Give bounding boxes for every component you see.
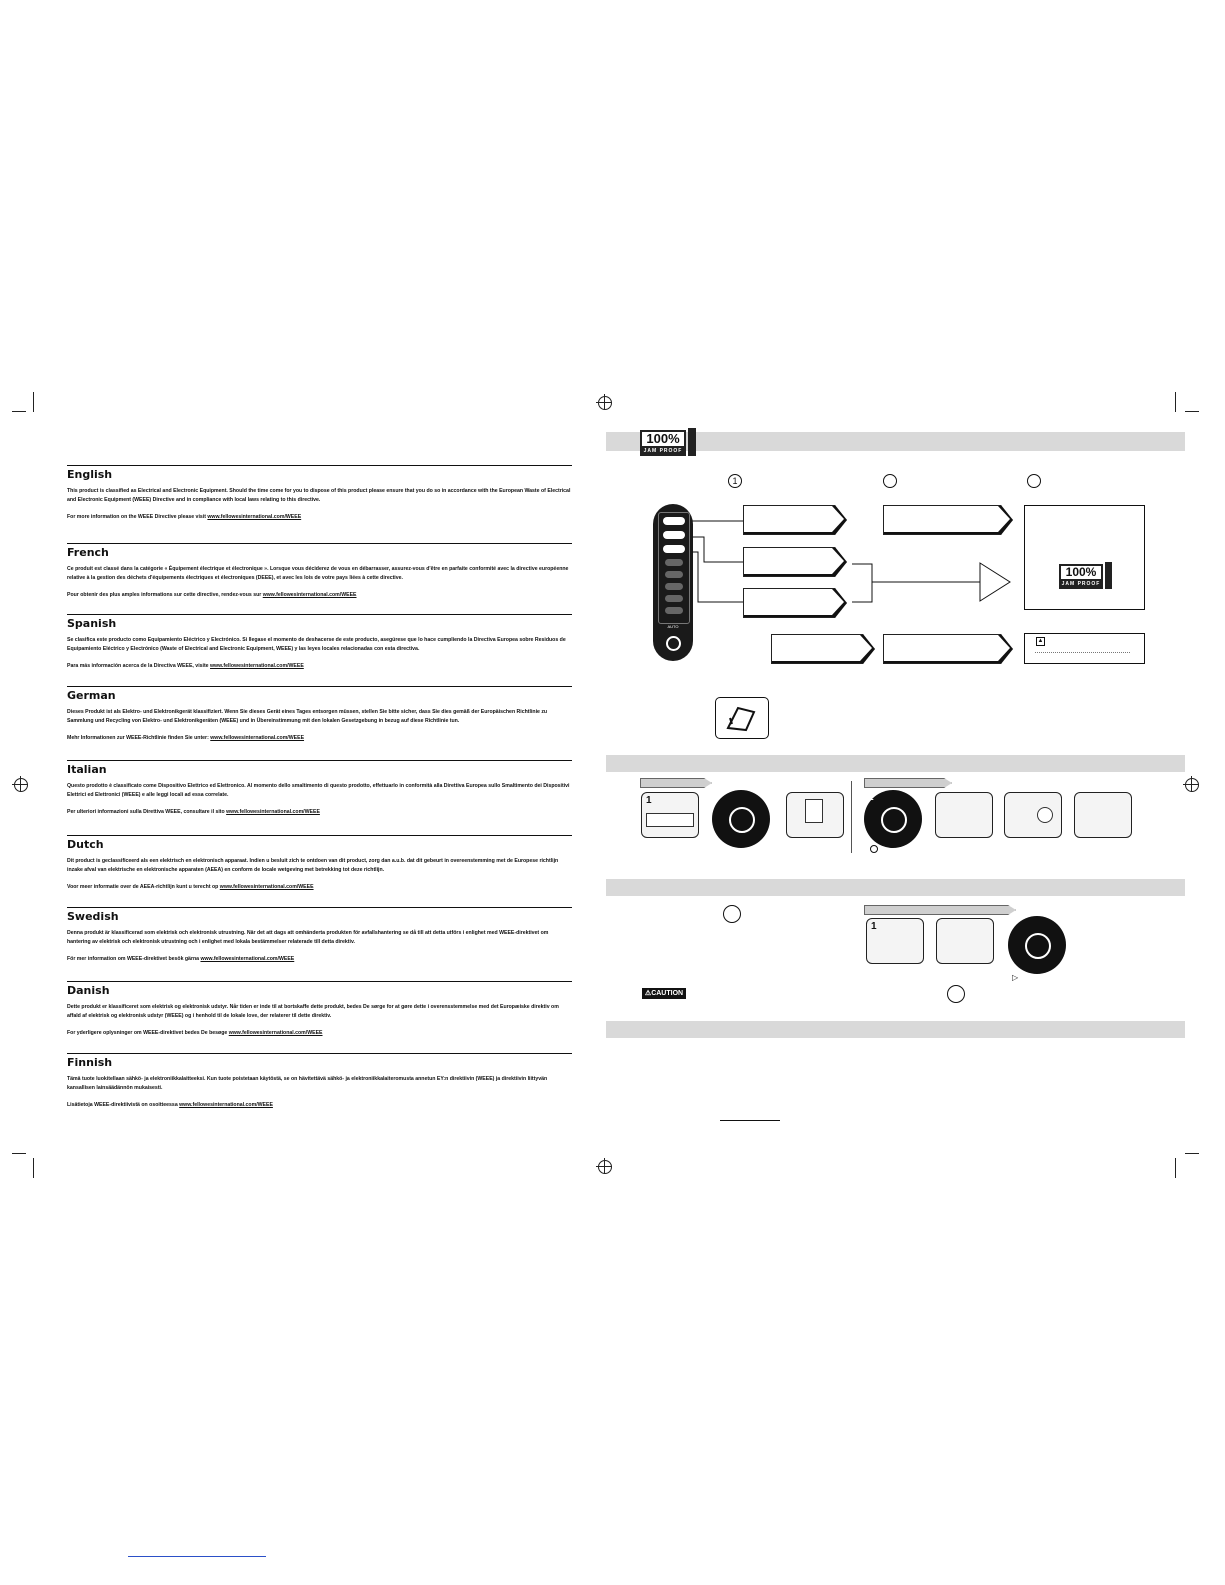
- power-dial-illustration: [1008, 916, 1066, 974]
- more-info-text: Mehr Informationen zur WEEE-Richtlinie finden Sie unter:: [67, 735, 211, 741]
- weee-danish: [67, 981, 572, 1038]
- jam-proof-label: JAM PROOF: [643, 448, 683, 454]
- power-dial-illustration: 1: [864, 790, 922, 848]
- weee-link[interactable]: www.fellowesinternational.com/WEEE: [210, 735, 305, 741]
- more-info-text: Pour obtenir des plus amples informations sur cette directive, rendez-vous sur: [67, 592, 263, 598]
- step-number-3: [1027, 474, 1041, 488]
- language-heading: German: [67, 689, 116, 702]
- hyperlink-underline: [128, 1556, 266, 1557]
- weee-more-info: [67, 955, 572, 964]
- result-box: [1024, 505, 1145, 610]
- no-aerosol-icon: [947, 985, 965, 1003]
- step-tab: [640, 778, 712, 788]
- weee-dutch: [67, 835, 572, 892]
- divider: [851, 781, 852, 853]
- weee-german: [67, 686, 572, 743]
- rule-line: [720, 1120, 780, 1121]
- weee-more-info: [67, 883, 572, 892]
- weee-body: Dieses Produkt ist als Elektro- und Elektronikgerät klassifiziert. Wenn Sie dieses Gerät eines Tages entsorgen müssen, stellen Sie bitte sicher, dass Sie dies gemäß der Europäischen Richtlinie zu Sammlung und Recycling von Elektro- und Elektronikgeräten (WEEE) und in Übereinstimmung mit den lokalen Gesetzgebung in bezug auf diese Richtlinie tun.: [67, 709, 548, 724]
- weee-link[interactable]: www.fellowesinternational.com/WEEE: [219, 884, 314, 890]
- crop-mark: [12, 411, 26, 412]
- step-tab: [864, 778, 952, 788]
- weee-more-info: [67, 1029, 572, 1038]
- weee-finnish: [67, 1053, 572, 1110]
- oil-sheet-illustration: 1: [866, 918, 924, 964]
- step-number-2: [883, 474, 897, 488]
- weee-more-info: [67, 513, 572, 522]
- language-heading: English: [67, 468, 113, 481]
- weee-body: Dette produkt er klassificeret som elektrisk og elektronisk udstyr. Når tiden er inde til at bortskaffe dette produkt, bedes De sørge for at gøre dette i overensstemmelse med det Europæiske direktiv om affald af elektrisk og elektronisk udstyr (WEEE) og i henhold til de lokale love, der relaterer til dette direktiv.: [67, 1004, 559, 1019]
- weee-italian: [67, 760, 572, 817]
- weee-body: Se clasifica este producto como Equipamiento Eléctrico y Electrónico. Si llegase el momento de deshacerse de este producto, asegúrese que lo hace cumpliendo la Directiva Europea sobre Residuos de Equipamiento Eléctrico y Electrónico (Waste of Electrical and Electronic Equipment, WEEE) y las leyes locales relacionadas con esta directiva.: [67, 637, 566, 652]
- weee-body: Denna produkt är klassificerad som elektrisk och elektronisk utrustning. När det att dags att omhänderta produkten för avfallshantering se då till att detta utförs i enlighet med WEEE-direktivet om hantering av elektrisk och elektronisk utrustning och i enlighet med lokala bestämmelser relaterade till detta direktiv.: [67, 930, 549, 945]
- more-info-text: For more information on the WEEE Directive please visit: [67, 514, 208, 520]
- jam-proof-logo: [1059, 564, 1103, 589]
- status-callout: [744, 589, 844, 615]
- crop-mark: [1175, 392, 1176, 412]
- more-info-text: For yderligere oplysninger om WEEE-direktivet bedes De besøge: [67, 1030, 229, 1036]
- more-info-text: Para más información acerca de la Directiva WEEE, visite: [67, 663, 211, 669]
- jam-proof-label: JAM PROOF: [1061, 581, 1101, 587]
- weee-more-info: [67, 808, 572, 817]
- led-bar-icon: [1105, 562, 1112, 589]
- weee-body: This product is classified as Electrical and Electronic Equipment. Should the time come for you to dispose of this product please ensure that you do so in accordance with the European Waste of Electrical and Electronic Equipment (WEEE) Directive and in compliance with local laws relating to this directive.: [67, 488, 571, 503]
- crop-mark: [1185, 411, 1199, 412]
- status-callout: [744, 548, 844, 574]
- language-heading: Swedish: [67, 910, 119, 923]
- jam-proof-logo: [640, 430, 686, 456]
- weee-more-info: [67, 734, 572, 743]
- section-band-troubleshooting: [606, 1021, 1185, 1038]
- status-callout: [884, 506, 1010, 532]
- crop-mark: [33, 392, 34, 412]
- up-arrow-icon: ▲: [1037, 638, 1044, 644]
- power-icon[interactable]: [666, 636, 681, 651]
- jam-proof-percent: 100%: [641, 431, 685, 447]
- language-heading: Danish: [67, 984, 110, 997]
- reverse-box: [1024, 633, 1145, 664]
- paper-feed-icon: [715, 697, 769, 739]
- shredder-timer-illustration: [1004, 792, 1062, 838]
- oil-icon: [723, 905, 741, 923]
- shredder-illustration: [936, 918, 994, 964]
- weee-more-info: [67, 591, 572, 600]
- language-heading: Finnish: [67, 1056, 113, 1069]
- weee-link[interactable]: www.fellowesinternational.com/WEEE: [226, 809, 320, 815]
- led-strip: [658, 512, 690, 624]
- jam-proof-percent: 100%: [1060, 565, 1102, 580]
- caution-label: ⚠CAUTION: [642, 988, 686, 999]
- weee-body: Questo prodotto è classificato come Dispositivo Elettrico ed Elettronico. Al momento dello smaltimento di questo prodotto, effettuarlo in conformità alla Direttiva Europea sullo Smaltimento dei Dispositivi Elettrici ed Elettronici (WEEE) e alle leggi locali ad essa correlate.: [67, 783, 570, 798]
- control-panel: [653, 504, 693, 661]
- paper-insert-illustration: [786, 792, 844, 838]
- section-band-operation: [606, 755, 1185, 772]
- shredder-illustration: 1: [641, 792, 699, 838]
- shredder-illustration: [935, 792, 993, 838]
- shredder-illustration: [1074, 792, 1132, 838]
- weee-link[interactable]: www.fellowesinternational.com/WEEE: [207, 514, 302, 520]
- weee-more-info: [67, 662, 572, 671]
- crop-mark: [12, 1153, 26, 1154]
- registration-mark: [14, 778, 28, 792]
- language-heading: Spanish: [67, 617, 117, 630]
- power-icon: [870, 845, 878, 853]
- status-callout: [744, 506, 844, 532]
- more-info-text: För mer information om WEEE-direktivet besök gärna: [67, 956, 201, 962]
- crop-mark: [33, 1158, 34, 1178]
- weee-body: Tämä tuote luokitellaan sähkö- ja elektroniikkalaitteeksi. Kun tuote poistetaan käytöstä, se on hävitettävä sähkö- ja elektroniikkalaiteromusta annetun EY:n direktiivin (WEEE) ja direktiivin liittyvän kansallisen lainsäädännön mukaisesti.: [67, 1076, 548, 1091]
- weee-link[interactable]: www.fellowesinternational.com/WEEE: [228, 1030, 323, 1036]
- more-info-text: Per ulteriori informazioni sulla Direttiva WEEE, consultare il sito: [67, 809, 227, 815]
- crop-mark: [1185, 1153, 1199, 1154]
- language-heading: Dutch: [67, 838, 104, 851]
- language-heading: Italian: [67, 763, 107, 776]
- auto-label: AUTO: [667, 624, 679, 629]
- status-callout: [884, 635, 1010, 661]
- step-number-1: 1: [728, 474, 742, 488]
- weee-spanish: [67, 614, 572, 671]
- weee-link[interactable]: www.fellowesinternational.com/WEEE: [210, 663, 304, 669]
- registration-mark: [598, 396, 612, 410]
- registration-mark: [598, 1160, 612, 1174]
- language-heading: French: [67, 546, 109, 559]
- more-info-text: Lisätietoja WEEE-direktiivistä on osoitteessa: [67, 1102, 180, 1108]
- weee-english: [67, 465, 572, 522]
- status-callout: [772, 635, 872, 661]
- power-dial-illustration: [712, 790, 770, 848]
- weee-swedish: [67, 907, 572, 964]
- play-icon: ▷: [1012, 973, 1019, 982]
- step-tab: [864, 905, 1016, 915]
- weee-more-info: [67, 1101, 572, 1110]
- crop-mark: [1175, 1158, 1176, 1178]
- weee-link[interactable]: www.fellowesinternational.com/WEEE: [200, 956, 295, 962]
- caution-text: CAUTION: [651, 990, 684, 997]
- weee-link[interactable]: www.fellowesinternational.com/WEEE: [262, 592, 357, 598]
- more-info-text: Voor meer informatie over de AEEA-richtlijn kunt u terecht op: [67, 884, 220, 890]
- registration-mark: [1185, 778, 1199, 792]
- section-band-maintenance: [606, 879, 1185, 896]
- weee-body: Ce produit est classé dans la catégorie « Équipement électrique et électronique ». Lorsque vous déciderez de vous en débarrasser, assurez-vous d'être en parfaite conformité avec la directive européenne relative à la gestion des déchets d'équipements électriques et électroniques (DEEE), et avec les lois de votre pays liées à cette directive.: [67, 566, 569, 581]
- weee-link[interactable]: www.fellowesinternational.com/WEEE: [179, 1102, 273, 1108]
- led-bar-icon: [688, 428, 696, 456]
- weee-french: [67, 543, 572, 600]
- weee-body: Dit product is geclassificeerd als een elektrisch en elektronisch apparaat. Indien u besluit zich te ontdoen van dit product, zorg dan a.u.b. dat dit gebeurt in overeenstemming met de Europese richtlijn inzake afval van elektrische en elektronische apparaten (AEEA) en conform de locale wetgeving met betrekking tot deze richtlijn.: [67, 858, 559, 873]
